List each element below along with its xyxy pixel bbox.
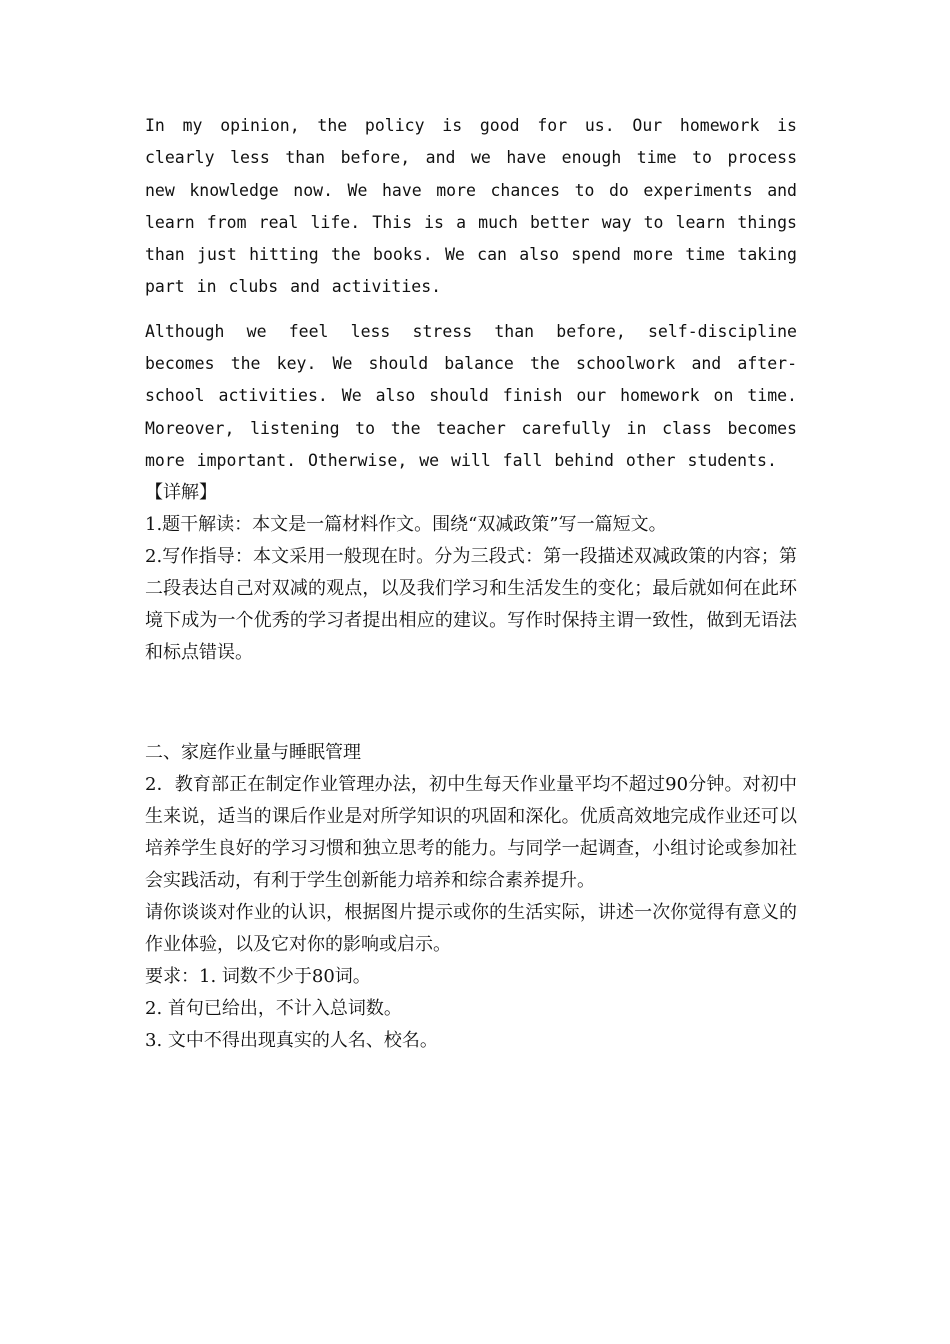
- essay-paragraph-2: Although we feel less stress than before, self-discipline becomes the key. We should balance the schoolwork and after-school activities. We also should finish our homework on time. Moreover, listening to the teacher carefully in class becomes more important. Otherwise, we will fall behind other students.: [145, 321, 797, 470]
- section-2: [145, 737, 797, 1057]
- analysis-point-1: 1.题干解读：本文是一篇材料作文。围绕“双减政策”写一篇短文。: [145, 514, 667, 536]
- analysis-heading: 【详解】: [145, 482, 217, 504]
- document-page: [145, 110, 797, 1057]
- section-spacer: [145, 669, 797, 737]
- section-2-question: 2．教育部正在制定作业管理办法，初中生每天作业量平均不超过90分钟。对初中生来说，适当的课后作业是对所学知识的巩固和深化。优质高效地完成作业还可以培养学生良好的学习习惯和独立思考的能力。与同学一起调查，小组讨论或参加社会实践活动，有利于学生创新能力培养和综合素养提升。: [145, 774, 797, 892]
- essay-paragraph-1: In my opinion, the policy is good for us. Our homework is clearly less than before, and we have enough time to process new knowledge now. We have more chances to do experiments and learn from real life. This is a much better way to learn things than just hitting the books. We can also spend more time taking part in clubs and activities.: [145, 116, 797, 297]
- analysis-section: [145, 477, 797, 669]
- requirement-1: 要求：1. 词数不少于80词。: [145, 966, 371, 988]
- section-2-prompt: 请你谈谈对作业的认识，根据图片提示或你的生活实际，讲述一次你觉得有意义的作业体验，以及它对你的影响或启示。: [145, 902, 797, 956]
- requirement-2: 2. 首句已给出，不计入总词数。: [145, 998, 402, 1020]
- requirement-3: 3. 文中不得出现真实的人名、校名。: [145, 1030, 438, 1052]
- analysis-point-2: 2.写作指导：本文采用一般现在时。分为三段式：第一段描述双减政策的内容；第二段表达自己对双减的观点，以及我们学习和生活发生的变化；最后就如何在此环境下成为一个优秀的学习者提出相应的建议。写作时保持主谓一致性，做到无语法和标点错误。: [145, 546, 797, 664]
- section-2-title: 二、家庭作业量与睡眠管理: [145, 742, 361, 764]
